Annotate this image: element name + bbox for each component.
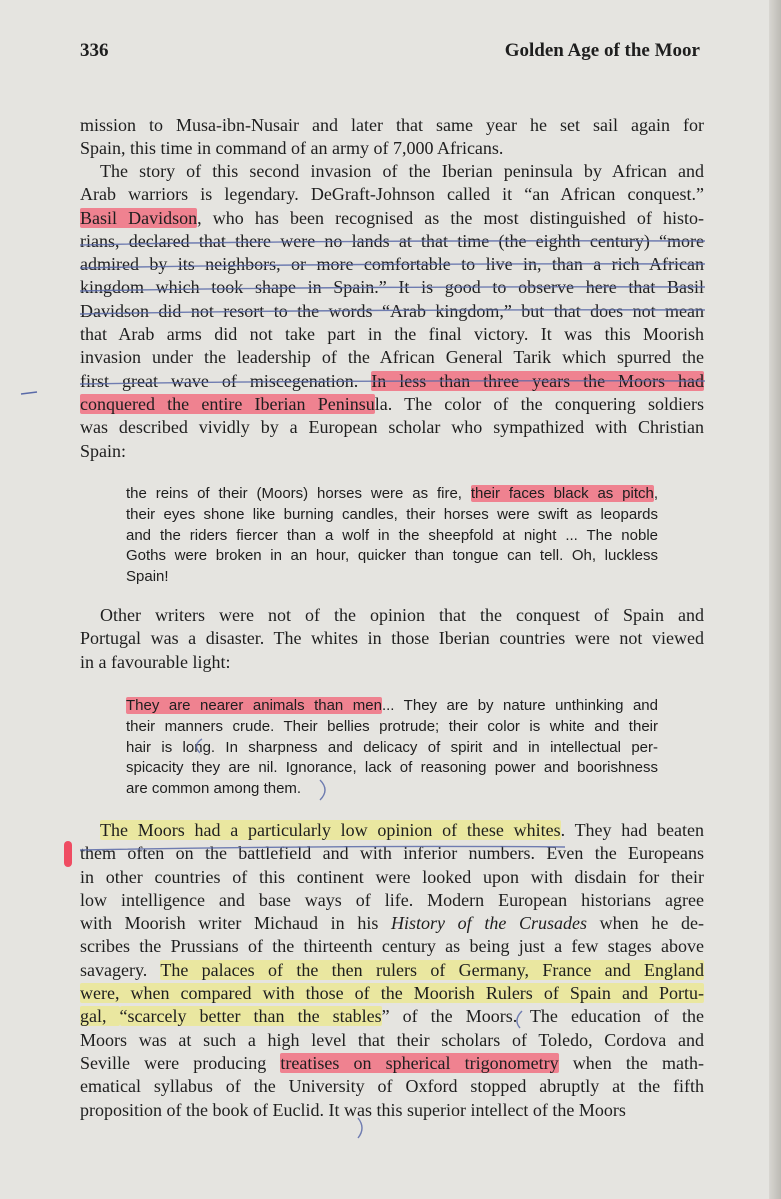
quote-line <box>126 696 658 717</box>
quote-line: Goths were broken in an hour, quicker than tongue can tell. Oh, luckless <box>126 547 658 565</box>
text-line: admired by its neighbors, or more comfortable to live in, than a rich African <box>80 254 704 275</box>
yellow-highlight: The palaces of the then rulers of Germany, France and England <box>160 959 704 980</box>
text-line: invasion under the leadership of the African General Tarik which spurred the <box>80 347 704 368</box>
text-span: ” of the Moors. The education of the <box>381 1006 704 1027</box>
text-line: Portugal was a disaster. The whites in those Iberian countries were not viewed <box>80 628 704 649</box>
red-highlight: their faces black as pitch <box>470 485 654 502</box>
text-line: in a favourable light: <box>80 651 231 672</box>
text-line: mission to Musa-ibn-Nusair and later that same year he set sail again for <box>80 115 704 135</box>
text-line: kingdom which took shape in Spain.” It is good to observe here that Basil <box>80 277 704 298</box>
red-highlight: treatises on spherical trigonometry <box>280 1052 559 1073</box>
text-line <box>80 393 704 416</box>
text-span: when he de- <box>587 913 704 934</box>
quote-line: are common among them. <box>126 780 302 798</box>
red-highlight: Basil Davidson <box>80 207 198 228</box>
text-span: savagery. <box>80 959 161 980</box>
running-title: Golden Age of the Moor <box>504 40 700 61</box>
text-line: scribes the Prussians of the thirteenth century as being just a few stages above <box>80 936 704 957</box>
text-span: , <box>653 485 659 502</box>
text-line <box>80 1052 704 1075</box>
page-number: 336 <box>80 40 109 61</box>
text-span: first great wave of miscegenation. <box>80 370 372 391</box>
page-edge <box>769 0 781 1199</box>
text-line: rians, declared that there were no lands at that time (the eighth century) “more <box>80 230 704 251</box>
text-line: proposition of the book of Euclid. It was this superior intellect of the Moors <box>80 1099 626 1120</box>
paragraph-3 <box>80 604 704 674</box>
text-line: Spain: <box>80 440 127 461</box>
red-highlight: They are nearer animals than men <box>126 697 382 714</box>
text-line <box>80 819 704 842</box>
margin-arrow-icon <box>20 388 40 398</box>
text-span: Seville were producing <box>80 1052 281 1073</box>
quote-line: and the riders fiercer than a wolf in the sheepfold at night ... The noble <box>126 526 658 544</box>
yellow-highlight: The Moors had a particularly low opinion of these whites <box>100 820 561 840</box>
text-span: ... They are by nature unthinking and <box>381 697 658 714</box>
text-line: low intelligence and base ways of life. Modern European historians agree <box>80 889 704 910</box>
text-span: the reins of their (Moors) horses were as fire, <box>126 485 471 502</box>
text-span: . They had beaten <box>560 820 705 840</box>
red-highlight: conquered the entire Iberian Peninsu <box>80 393 375 414</box>
block-quote-1 <box>126 484 658 588</box>
text-span: with Moorish writer Michaud in his <box>80 913 391 934</box>
quote-line: their manners crude. Their bellies protrude; their color is white and their <box>126 717 658 735</box>
paragraph-1 <box>80 114 704 161</box>
text-line: Davidson did not resort to the words “Arab kingdom,” but that does not mean <box>80 300 704 321</box>
text-line <box>80 207 704 230</box>
paragraph-2 <box>80 160 704 463</box>
text-span: la. The color of the conquering soldiers <box>374 393 704 414</box>
text-line: was described vividly by a European scholar who sympathized with Christian <box>80 417 704 438</box>
quote-line: spicacity they are nil. Ignorance, lack of reasoning power and boorishness <box>126 759 658 777</box>
text-line <box>80 1005 704 1028</box>
text-line <box>80 959 704 982</box>
page-header <box>80 40 700 70</box>
text-line: in other countries of this continent were looked upon with disdain for their <box>80 866 704 887</box>
text-span: , who has been recognised as the most distinguished of histo- <box>197 207 704 228</box>
text-span: when the math- <box>558 1052 705 1073</box>
text-line: Arab warriors is legendary. DeGraft-Johnson called it “an African conquest.” <box>80 184 704 205</box>
block-quote-2 <box>126 696 658 800</box>
red-highlight: In less than three years the Moors had <box>371 370 705 391</box>
quote-line: their eyes shone like burning candles, their horses were swift as leopards <box>126 505 658 523</box>
text-line <box>80 912 704 935</box>
text-line: Other writers were not of the opinion that the conquest of Spain and <box>100 605 704 625</box>
text-line <box>80 370 704 393</box>
quote-line <box>126 484 658 505</box>
text-line <box>80 982 704 1005</box>
yellow-highlight: were, when compared with those of the Moorish Rulers of Spain and Portu- <box>80 983 704 1004</box>
yellow-highlight: “scarcely better than the stables <box>119 1006 382 1027</box>
paragraph-4 <box>80 819 704 1122</box>
text-line: Moors was at such a high level that their scholars of Toledo, Cordova and <box>80 1029 704 1050</box>
margin-red-mark <box>64 841 72 867</box>
text-line: Spain, this time in command of an army of 7,000 Africans. <box>80 138 504 159</box>
text-line: The story of this second invasion of the Iberian peninsula by African and <box>100 161 704 181</box>
book-title: History of the Crusades <box>391 913 588 934</box>
quote-line: Spain! <box>126 568 169 586</box>
text-line: them often on the battlefield and with inferior numbers. Even the Europeans <box>80 843 704 864</box>
text-line: that Arab arms did not take part in the final victory. It was this Moorish <box>80 324 704 345</box>
text-line: ematical syllabus of the University of Oxford stopped abruptly at the fifth <box>80 1076 704 1097</box>
yellow-highlight: gal, <box>80 1006 120 1027</box>
quote-line: hair is long. In sharpness and delicacy of spirit and in intellectual per- <box>126 738 658 756</box>
